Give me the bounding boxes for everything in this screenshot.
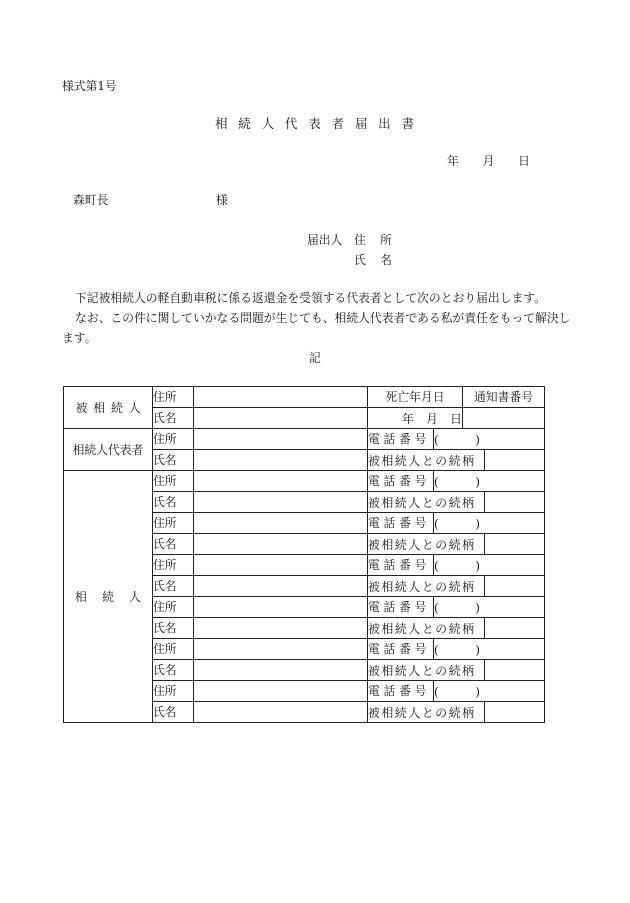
death-date-field: [368, 408, 463, 429]
heir-name-field: [194, 576, 368, 597]
heirs-group-cell: [64, 471, 153, 723]
heir-relationship-label: 被相続人との続柄: [368, 579, 474, 594]
heir-address-label: 住所: [153, 597, 194, 618]
heir-phone-field: [434, 597, 545, 618]
representative-phone-parentheses: ( ): [434, 432, 480, 447]
representative-phone-label: 電 話 番 号: [368, 429, 434, 450]
addressee-honorific: 様: [216, 193, 228, 207]
heir-address-row: [64, 471, 545, 492]
heir-phone-field: [434, 681, 545, 702]
decedent-name-label: 氏名: [153, 408, 194, 429]
heir-relationship-cell: [368, 618, 485, 639]
decedent-address-label: 住所: [153, 387, 194, 408]
heir-phone-label: 電 話 番 号: [368, 555, 434, 576]
decedent-address-field: [194, 387, 368, 408]
heir-relationship-label: 被相続人との続柄: [368, 537, 474, 552]
heir-name-label: 氏名: [153, 702, 194, 723]
representative-relationship-label: 被相続人との続柄: [368, 453, 474, 468]
heir-relationship-field: [485, 702, 545, 723]
inheritance-table-body: [64, 387, 545, 723]
heir-relationship-cell: [368, 576, 485, 597]
heir-address-field: [194, 639, 368, 660]
heir-name-field: [194, 660, 368, 681]
applicant-name-label: 氏 名: [354, 253, 392, 267]
heir-phone-field: [434, 471, 545, 492]
body-paragraph-2-line-2: ます。: [62, 331, 97, 345]
heir-relationship-label: 被相続人との続柄: [368, 621, 474, 636]
heir-relationship-cell: [368, 534, 485, 555]
form-number-label: 様式第1号: [62, 79, 117, 93]
heir-phone-field: [434, 513, 545, 534]
notice-number-header: 通知書番号: [463, 387, 545, 408]
heir-relationship-field: [485, 492, 545, 513]
heir-phone-parentheses: ( ): [434, 642, 480, 657]
representative-group-label: 相続人代表者: [64, 429, 153, 471]
representative-phone-field: [434, 429, 545, 450]
heir-address-label: 住所: [153, 513, 194, 534]
date-line: 年 月 日: [447, 154, 530, 168]
decedent-name-field: [194, 408, 368, 429]
heir-relationship-field: [485, 576, 545, 597]
heir-relationship-label: 被相続人との続柄: [368, 705, 474, 720]
heir-phone-label: 電 話 番 号: [368, 639, 434, 660]
representative-address-row: [64, 429, 545, 450]
heir-phone-label: 電 話 番 号: [368, 681, 434, 702]
body-paragraph-2-line-1: なお、この件に関していかなる問題が生じても、相続人代表者である私が責任をもって解決し: [75, 311, 571, 325]
representative-address-field: [194, 429, 368, 450]
heir-name-field: [194, 618, 368, 639]
heir-address-field: [194, 471, 368, 492]
decedent-group-cell: [64, 387, 153, 429]
heir-phone-parentheses: ( ): [434, 558, 480, 573]
heir-phone-field: [434, 555, 545, 576]
heir-phone-parentheses: ( ): [434, 516, 480, 531]
heir-phone-parentheses: ( ): [434, 684, 480, 699]
heir-address-field: [194, 681, 368, 702]
representative-relationship-field: [485, 450, 545, 471]
heir-name-field: [194, 534, 368, 555]
heir-relationship-cell: [368, 492, 485, 513]
heir-relationship-cell: [368, 660, 485, 681]
decedent-group-label: 被 相 続 人: [75, 401, 141, 415]
heirs-group-label: 相 続 人: [75, 590, 141, 604]
heir-address-label: 住所: [153, 471, 194, 492]
representative-address-label: 住所: [153, 429, 194, 450]
note-heading: 記: [309, 351, 321, 365]
heir-address-field: [194, 597, 368, 618]
death-date-placeholder: 年 月 日: [402, 411, 462, 426]
inheritance-table: [63, 386, 545, 723]
heir-relationship-field: [485, 660, 545, 681]
heir-address-label: 住所: [153, 555, 194, 576]
notice-number-field: [463, 408, 545, 429]
applicant-label: 届出人: [307, 233, 343, 247]
heir-phone-field: [434, 639, 545, 660]
heir-relationship-field: [485, 618, 545, 639]
heir-relationship-label: 被相続人との続柄: [368, 663, 474, 678]
heir-address-field: [194, 513, 368, 534]
heir-phone-label: 電 話 番 号: [368, 513, 434, 534]
heir-phone-label: 電 話 番 号: [368, 471, 434, 492]
applicant-address-label: 住 所: [354, 233, 392, 247]
heir-address-label: 住所: [153, 639, 194, 660]
heir-relationship-field: [485, 534, 545, 555]
representative-relationship-cell: [368, 450, 485, 471]
form-title: 相 続 人 代 表 者 届 出 書: [215, 116, 414, 131]
representative-name-label: 氏名: [153, 450, 194, 471]
heir-address-field: [194, 555, 368, 576]
heir-phone-parentheses: ( ): [434, 474, 480, 489]
heir-phone-parentheses: ( ): [434, 600, 480, 615]
body-paragraph-1: 下記被相続人の軽自動車税に係る返還金を受領する代表者として次のとおり届出します。: [75, 291, 546, 305]
heir-name-field: [194, 492, 368, 513]
heir-name-label: 氏名: [153, 492, 194, 513]
heir-name-label: 氏名: [153, 660, 194, 681]
heir-name-label: 氏名: [153, 534, 194, 555]
representative-name-field: [194, 450, 368, 471]
heir-address-label: 住所: [153, 681, 194, 702]
heir-relationship-label: 被相続人との続柄: [368, 495, 474, 510]
heir-name-label: 氏名: [153, 618, 194, 639]
addressee-name: 森町長: [73, 193, 109, 207]
decedent-address-row: [64, 387, 545, 408]
heir-relationship-cell: [368, 702, 485, 723]
heir-phone-label: 電 話 番 号: [368, 597, 434, 618]
death-date-header: 死亡年月日: [368, 387, 463, 408]
heir-name-label: 氏名: [153, 576, 194, 597]
heir-name-field: [194, 702, 368, 723]
